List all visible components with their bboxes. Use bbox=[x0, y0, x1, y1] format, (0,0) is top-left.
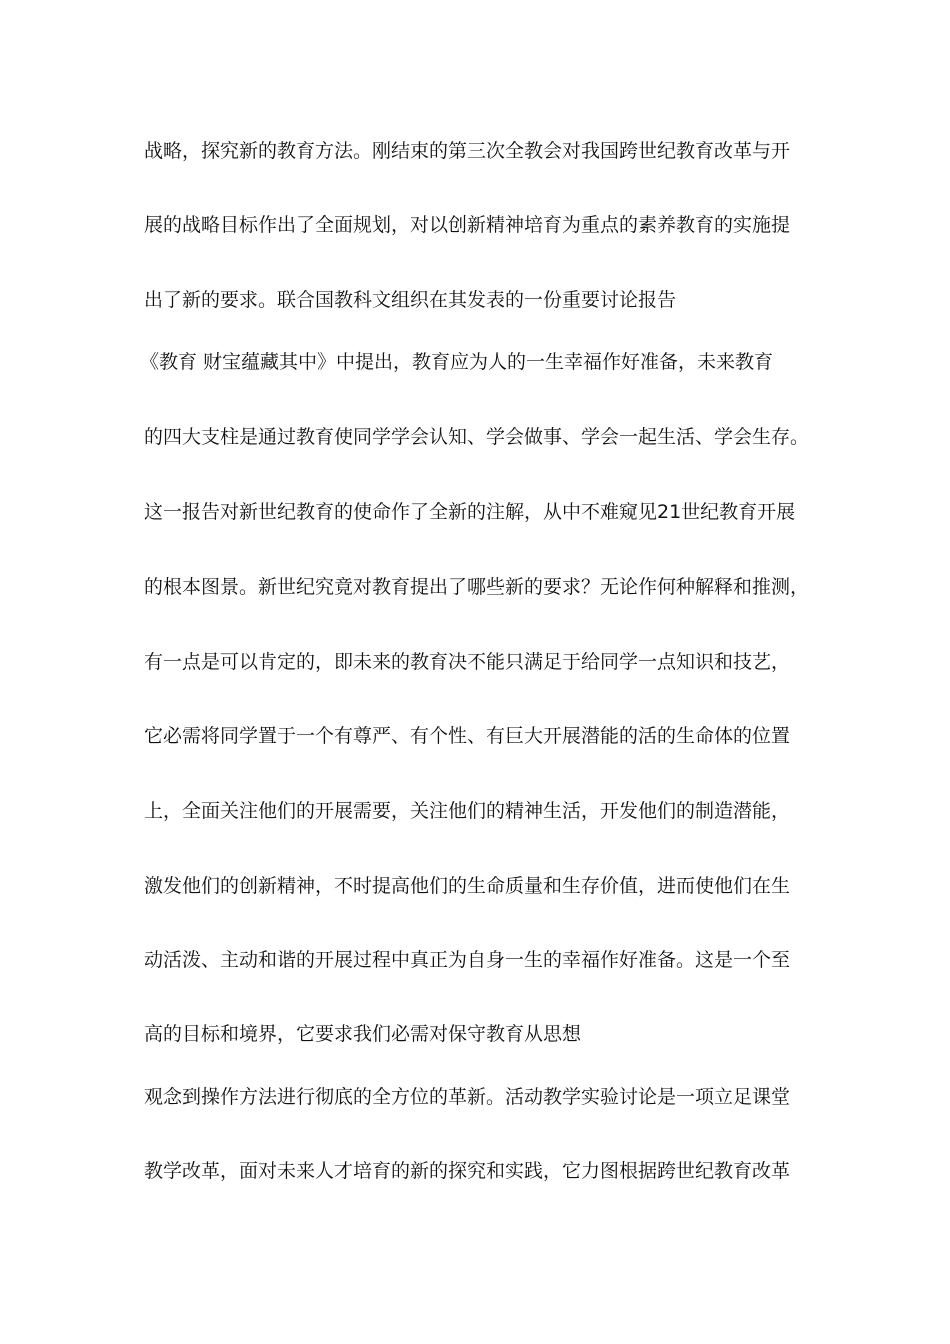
text-line-2: 展的战略目标作出了全面规划，对以创新精神培育为重点的素养教育的实施提 bbox=[144, 214, 791, 236]
text-line-10: 上，全面关注他们的开展需要，关注他们的精神生活，开发他们的制造潜能， bbox=[144, 800, 791, 822]
text-line-15: 教学改革，面对未来人才培育的新的探究和实践，它力图根据跨世纪教育改革 bbox=[144, 1160, 791, 1182]
text-line-1: 战略，探究新的教育方法。刚结束的第三次全教会对我国跨世纪教育改革与开 bbox=[144, 140, 791, 162]
text-line-14: 观念到操作方法进行彻底的全方位的革新。活动教学实验讨论是一项立足课堂 bbox=[144, 1086, 791, 1108]
text-line-13: 高的目标和境界，它要求我们必需对保守教育从思想 bbox=[144, 1023, 582, 1045]
text-line-4: 《教育 财宝蕴藏其中》中提出，教育应为人的一生幸福作好准备，未来教育 bbox=[140, 351, 774, 373]
text-line-8: 有一点是可以肯定的，即未来的教育决不能只满足于给同学一点知识和技艺， bbox=[144, 651, 791, 673]
text-line-5: 的四大支柱是通过教育使同学学会认知、学会做事、学会一起生活、学会生存。 bbox=[144, 426, 810, 448]
text-line-9: 它必需将同学置于一个有尊严、有个性、有巨大开展潜能的活的生命体的位置 bbox=[144, 725, 791, 747]
text-line-11: 激发他们的创新精神，不时提高他们的生命质量和生存价值，进而使他们在生 bbox=[144, 875, 791, 897]
text-line-12: 动活泼、主动和谐的开展过程中真正为自身一生的幸福作好准备。这是一个至 bbox=[144, 949, 791, 971]
text-line-7: 的根本图景。新世纪究竟对教育提出了哪些新的要求？无论作何种解释和推测， bbox=[144, 576, 810, 598]
text-line-3: 出了新的要求。联合国教科文组织在其发表的一份重要讨论报告 bbox=[144, 289, 677, 311]
text-line-6: 这一报告对新世纪教育的使命作了全新的注解，从中不难窥见21世纪教育开展 bbox=[144, 501, 796, 523]
